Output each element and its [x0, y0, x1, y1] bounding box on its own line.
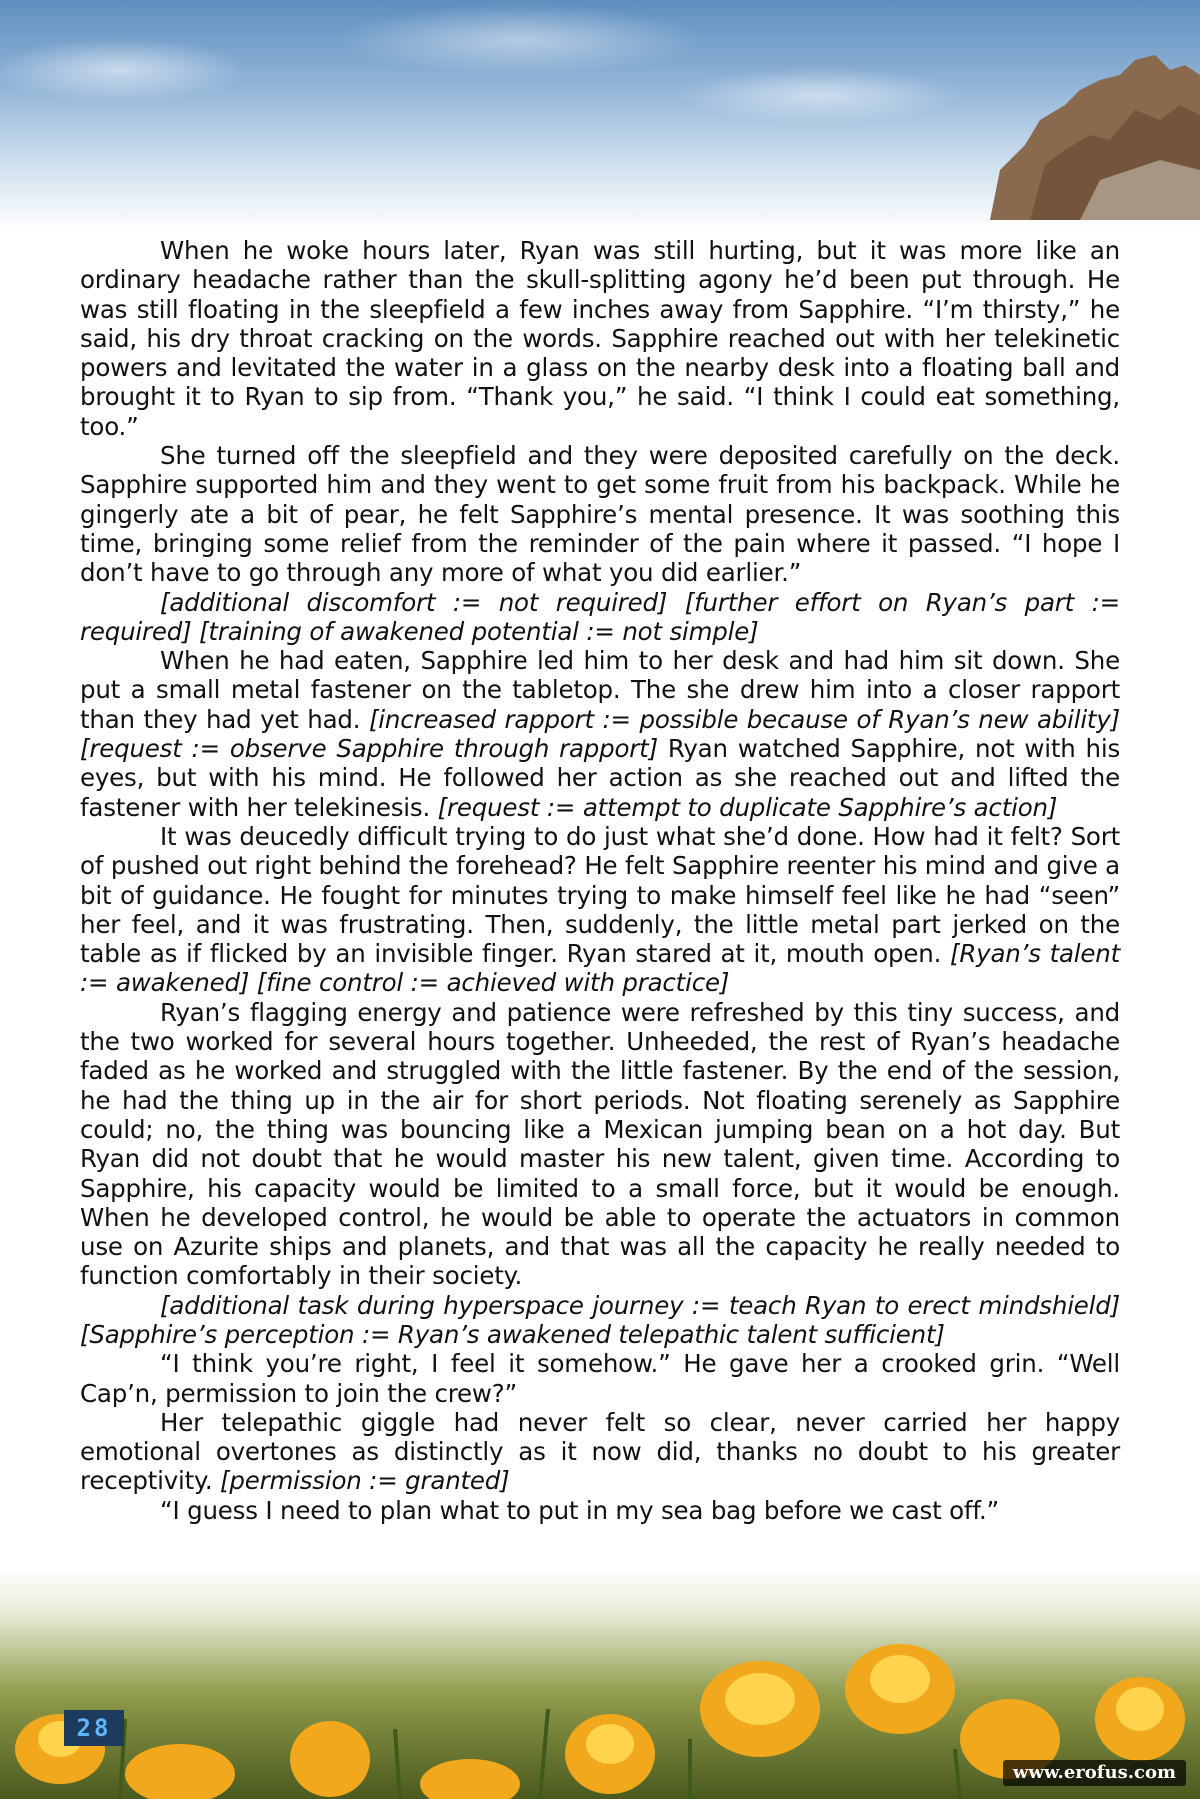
telepathic-message: [additional task during hyperspace journey := teach Ryan to erect mindshield] [Sapphire’s perception := Ryan’s awakened telepathic talent sufficient] [80, 1290, 1120, 1349]
text-run: When he had eaten, Sapphire led him to her desk and had him sit down. She put a small metal fastener on the tabletop. The she drew him into a closer rapport than they had yet had. [80, 646, 1120, 734]
text-run: “I guess I need to plan what to put in my sea bag before we cast off.” [160, 1495, 1000, 1525]
watermark: www.erofus.com [1003, 1760, 1186, 1786]
paragraph [80, 588, 1120, 647]
page-number: 28 [64, 1710, 124, 1746]
telepathic-message: [additional discomfort := not required] [further effort on Ryan’s part := required] [training of awakened potential := not simple] [80, 587, 1120, 646]
paragraph [80, 236, 1120, 441]
telepathic-message: [request := attempt to duplicate Sapphire’s action] [437, 792, 1058, 822]
telepathic-message: [permission := granted] [220, 1466, 510, 1496]
text-run: Ryan’s flagging energy and patience were refreshed by this tiny success, and the two worked for several hours together. Unheeded, the rest of Ryan’s headache faded as he worked and struggled with the little fastener. By the end of the session, he had the thing up in the air for short periods. Not floating serenely as Sapphire could; no, the thing was bouncing like a Mexican jumping bean on a hot day. But Ryan did not doubt that he would master his new talent, given time. According to Sapphire, his capacity would be limited to a small force, but it would be enough. When he developed control, he would be able to operate the actuators in common use on Azurite ships and planets, and that was all the capacity he really needed to function comfortably in their society. [80, 997, 1120, 1291]
paragraph [80, 1496, 1120, 1525]
text-run: She turned off the sleepfield and they were deposited carefully on the deck. Sapphire supported him and they went to get some fruit from his backpack. While he gingerly ate a bit of pear, he felt Sapphire’s mental presence. It was soothing this time, bringing some relief from the reminder of the pain where it passed. “I hope I don’t have to go through any more of what you did earlier.” [80, 441, 1120, 588]
paragraph [80, 1408, 1120, 1496]
paragraph [80, 1291, 1120, 1350]
text-run: Her telepathic giggle had never felt so clear, never carried her happy emotional overtones as distinctly as it now did, thanks no doubt to his greater receptivity. [80, 1407, 1120, 1496]
text-run: It was deucedly difficult trying to do just what she’d done. How had it felt? Sort of pushed out right behind the forehead? He felt Sapphire reenter his mind and give a bit of guidance. He fought for minutes trying to make himself feel like he had “seen” her feel, and it was frustrating. Then, suddenly, the little metal part jerked on the table as if flicked by an invisible finger. Ryan stared at it, mouth open. [80, 821, 1120, 969]
telepathic-message: [Ryan’s talent := awakened] [fine control := achieved with practice] [80, 939, 1120, 998]
paragraph [80, 646, 1120, 822]
text-run: “I think you’re right, I feel it somehow.” He gave her a crooked grin. “Well Cap’n, permission to join the crew?” [80, 1349, 1120, 1408]
rock-formation-image [970, 50, 1200, 220]
telepathic-message: [increased rapport := possible because of Ryan’s new ability] [request := observe Sapphire through rapport] [80, 704, 1120, 764]
text-run: Ryan watched Sapphire, not with his eyes, but with his mind. He followed her action as she reached out and lifted the fastener with her telekinesis. [80, 734, 1121, 822]
paragraph [80, 1349, 1120, 1408]
paragraph [80, 441, 1120, 587]
body-text [80, 236, 1120, 1525]
text-run: When he woke hours later, Ryan was still hurting, but it was more like an ordinary headache rather than the skull-splitting agony he’d been put through. He was still floating in the sleepfield a few inches away from Sapphire. “I’m thirsty,” he said, his dry throat cracking on the words. Sapphire reached out with her telekinetic powers and levitated the water in a glass on the nearby desk into a floating ball and brought it to Ryan to sip from. “Thank you,” he said. “I think I could eat something, too.” [80, 236, 1120, 441]
paragraph [80, 822, 1120, 998]
paragraph [80, 998, 1120, 1291]
